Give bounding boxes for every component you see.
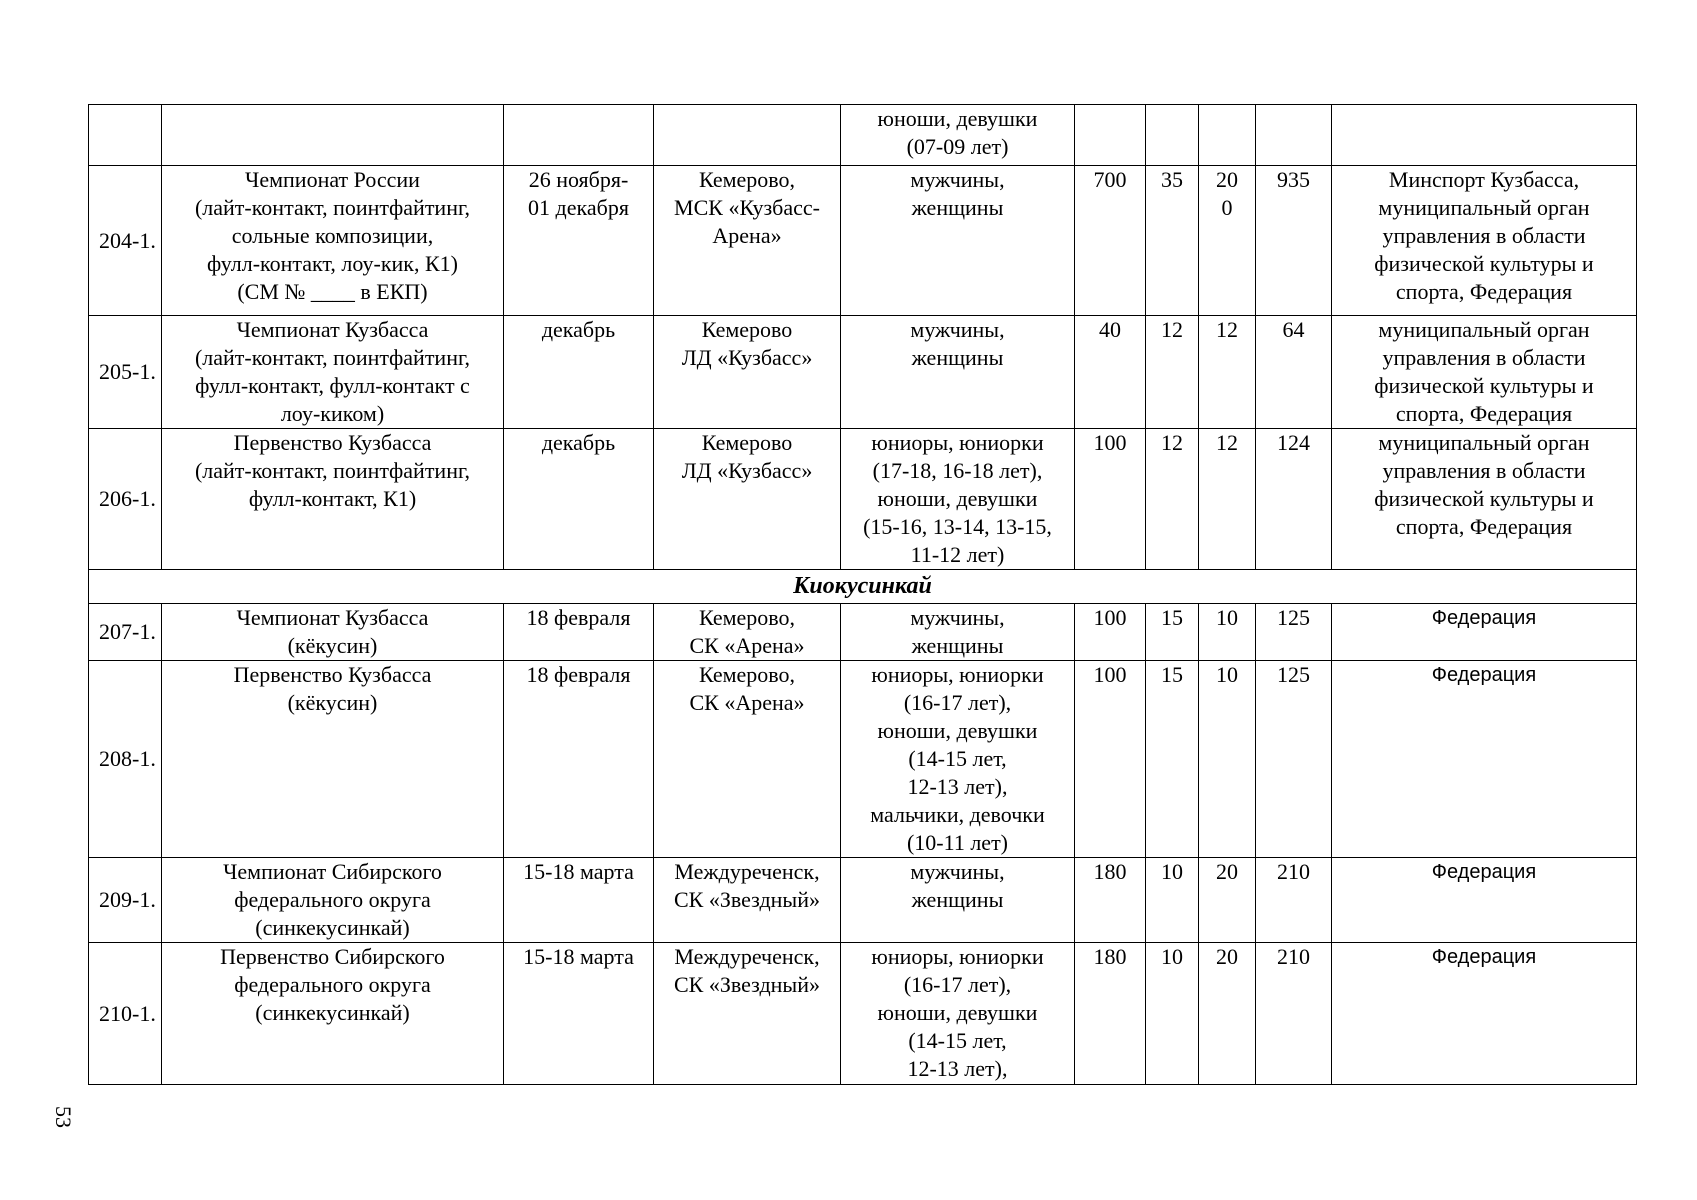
cell-text-line: (17-18, 16-18 лет),: [872, 458, 1043, 483]
event-name-cell: [162, 316, 504, 429]
table-row: [89, 604, 1637, 661]
organizer-cell: [1332, 316, 1637, 429]
count-total-cell: [1256, 166, 1332, 316]
event-name-cell: [162, 604, 504, 661]
cell-text-line: (лайт-контакт, поинтфайтинг,: [194, 458, 471, 483]
cell-text-line: ЛД «Кузбасс»: [681, 458, 813, 483]
cell-text-line: юниоры, юниорки: [871, 430, 1044, 455]
cell-text: 180: [1093, 859, 1127, 884]
cell-text-line: женщины: [911, 345, 1004, 370]
cell-text-line: 10: [1216, 605, 1238, 630]
organizer-cell: [1332, 661, 1637, 858]
cell-text-line: 12: [1216, 430, 1238, 455]
cell-text-line: муниципальный орган: [1378, 317, 1590, 342]
cell-text-line: женщины: [911, 195, 1004, 220]
cell-text: 15: [1161, 662, 1183, 687]
section-row: [89, 570, 1637, 604]
count-cell-2: [1146, 943, 1199, 1085]
count-total-cell: [1256, 105, 1332, 166]
events-table: [88, 104, 1637, 1085]
cell-text-line: муниципальный орган: [1378, 430, 1590, 455]
cell-text: 40: [1099, 317, 1121, 342]
cell-text-line: Первенство Кузбасса: [233, 662, 432, 687]
cell-text-line: (16-17 лет),: [903, 972, 1012, 997]
cell-text: 100: [1093, 430, 1127, 455]
participants-cell: [841, 661, 1075, 858]
count-cell-1: [1075, 858, 1146, 943]
cell-text-line: спорта, Федерация: [1395, 279, 1573, 304]
cell-text-line: Федерация: [1431, 664, 1537, 686]
cell-text: 12: [1161, 317, 1183, 342]
cell-text-line: СК «Звездный»: [674, 887, 820, 912]
section-heading: Киокусинкай: [89, 570, 1637, 604]
cell-text: 204-1.: [99, 227, 156, 253]
row-number-cell: [89, 316, 162, 429]
cell-text-line: 18 февраля: [526, 605, 631, 630]
cell-text-line: (16-17 лет),: [903, 690, 1012, 715]
cell-text-line: (лайт-контакт, поинтфайтинг,: [194, 345, 471, 370]
count-cell-2: [1146, 105, 1199, 166]
cell-text-line: Междуреченск,: [674, 944, 820, 969]
cell-text: 15: [1161, 605, 1183, 630]
cell-text-line: (14-15 лет,: [908, 746, 1007, 771]
participants-cell: [841, 943, 1075, 1085]
location-cell: [654, 943, 841, 1085]
count-cell-2: [1146, 858, 1199, 943]
row-number-cell: [89, 105, 162, 166]
cell-text-line: Арена»: [712, 223, 782, 248]
count-total-cell: [1256, 943, 1332, 1085]
cell-text: 208-1.: [99, 746, 156, 771]
cell-text: 10: [1161, 944, 1183, 969]
cell-text: 125: [1277, 662, 1310, 687]
count-cell-3: [1199, 105, 1256, 166]
cell-text: 35: [1161, 167, 1183, 192]
cell-text-line: юноши, девушки: [877, 106, 1038, 131]
cell-text-line: муниципальный орган: [1378, 195, 1590, 220]
cell-text-line: Федерация: [1431, 607, 1537, 629]
count-cell-1: [1075, 943, 1146, 1085]
cell-text-line: Первенство Кузбасса: [233, 430, 432, 455]
cell-text-line: 20: [1216, 167, 1238, 192]
count-total-cell: [1256, 604, 1332, 661]
count-cell-3: [1199, 316, 1256, 429]
location-cell: [654, 661, 841, 858]
cell-text-line: управления в области: [1382, 345, 1586, 370]
cell-text-line: федерального округа: [234, 972, 431, 997]
cell-text-line: мужчины,: [910, 167, 1005, 192]
cell-text-line: (синкекусинкай): [255, 915, 410, 940]
count-cell-1: [1075, 661, 1146, 858]
location-cell: [654, 858, 841, 943]
cell-text-line: мужчины,: [910, 859, 1005, 884]
cell-text-line: Чемпионат Сибирского: [223, 859, 442, 884]
row-number-cell: [89, 858, 162, 943]
row-number-cell: [89, 604, 162, 661]
cell-text: 210-1.: [99, 1000, 156, 1026]
row-number-cell: [89, 661, 162, 858]
cell-text-line: СК «Арена»: [689, 633, 805, 658]
cell-text-line: юниоры, юниорки: [871, 662, 1044, 687]
cell-text-line: декабрь: [541, 430, 616, 455]
cell-text-line: юноши, девушки: [877, 486, 1038, 511]
participants-cell: [841, 858, 1075, 943]
count-cell-3: [1199, 604, 1256, 661]
cell-text-line: фулл-контакт, К1): [248, 486, 417, 511]
cell-text-line: юноши, девушки: [877, 1000, 1038, 1025]
count-total-cell: [1256, 858, 1332, 943]
cell-text-line: Кемерово,: [698, 662, 796, 687]
cell-text-line: ЛД «Кузбасс»: [681, 345, 813, 370]
event-name-cell: [162, 429, 504, 570]
cell-text-line: Минспорт Кузбасса,: [1388, 167, 1580, 192]
cell-text-line: Междуреченск,: [674, 859, 820, 884]
cell-text: 12: [1161, 430, 1183, 455]
cell-text-line: фулл-контакт, фулл-контакт с: [195, 373, 470, 398]
cell-text-line: 12-13 лет),: [907, 774, 1008, 799]
cell-text-line: Первенство Сибирского: [220, 944, 445, 969]
date-cell: [504, 604, 654, 661]
cell-text-line: Чемпионат России: [245, 167, 420, 192]
location-cell: [654, 316, 841, 429]
cell-text-line: (14-15 лет,: [908, 1028, 1007, 1053]
date-cell: [504, 943, 654, 1085]
count-cell-2: [1146, 166, 1199, 316]
cell-text: 210: [1277, 944, 1310, 969]
event-name-cell: [162, 943, 504, 1085]
cell-text-line: физической культуры и: [1374, 373, 1594, 398]
cell-text-line: (кёкусин): [287, 690, 378, 715]
cell-text-line: 20: [1216, 944, 1238, 969]
participants-cell: [841, 604, 1075, 661]
cell-text-line: физической культуры и: [1374, 486, 1594, 511]
cell-text-line: мужчины,: [910, 605, 1005, 630]
organizer-cell: [1332, 858, 1637, 943]
cell-text: 10: [1161, 859, 1183, 884]
count-total-cell: [1256, 661, 1332, 858]
count-cell-3: [1199, 429, 1256, 570]
cell-text-line: физической культуры и: [1374, 251, 1594, 276]
cell-text: 207-1.: [99, 619, 156, 644]
count-cell-2: [1146, 661, 1199, 858]
cell-text: 210: [1277, 859, 1310, 884]
cell-text-line: декабрь: [541, 317, 616, 342]
cell-text-line: юноши, девушки: [877, 718, 1038, 743]
date-cell: [504, 166, 654, 316]
cell-text-line: (кёкусин): [287, 633, 378, 658]
cell-text: 125: [1277, 605, 1310, 630]
cell-text-line: мужчины,: [910, 317, 1005, 342]
date-cell: [504, 661, 654, 858]
cell-text-line: Кемерово,: [698, 167, 796, 192]
cell-text-line: 15-18 марта: [523, 944, 634, 969]
cell-text-line: 15-18 марта: [523, 859, 634, 884]
cell-text-line: МСК «Кузбасс-: [674, 195, 820, 220]
row-number-cell: [89, 166, 162, 316]
cell-text-line: женщины: [911, 887, 1004, 912]
location-cell: [654, 105, 841, 166]
date-cell: [504, 858, 654, 943]
count-cell-2: [1146, 429, 1199, 570]
cell-text-line: управления в области: [1382, 223, 1586, 248]
cell-text: 209-1.: [99, 887, 156, 912]
cell-text-line: 11-12 лет): [910, 542, 1005, 567]
cell-text-line: спорта, Федерация: [1395, 401, 1573, 426]
cell-text-line: 12: [1216, 317, 1238, 342]
organizer-cell: [1332, 429, 1637, 570]
cell-text-line: (лайт-контакт, поинтфайтинг,: [194, 195, 471, 220]
cell-text-line: управления в области: [1382, 458, 1586, 483]
cell-text: 124: [1277, 430, 1310, 455]
cell-text-line: (СМ № ____ в ЕКП): [237, 279, 428, 304]
cell-text-line: (07-09 лет): [906, 134, 1009, 159]
cell-text-line: 10: [1216, 662, 1238, 687]
cell-text-line: Федерация: [1431, 946, 1537, 968]
table-row: [89, 858, 1637, 943]
participants-cell: [841, 166, 1075, 316]
event-name-cell: [162, 661, 504, 858]
row-number-cell: [89, 429, 162, 570]
location-cell: [654, 166, 841, 316]
cell-text-line: 26 ноября-: [528, 167, 629, 192]
cell-text: 205-1.: [99, 359, 156, 384]
cell-text-line: федерального округа: [234, 887, 431, 912]
cell-text: 100: [1093, 605, 1127, 630]
count-cell-1: [1075, 105, 1146, 166]
count-cell-1: [1075, 604, 1146, 661]
cell-text-line: (синкекусинкай): [255, 1000, 410, 1025]
cell-text-line: спорта, Федерация: [1395, 514, 1573, 539]
count-cell-3: [1199, 858, 1256, 943]
page-number: 53: [51, 1106, 76, 1128]
cell-text-line: сольные композиции,: [231, 223, 434, 248]
table-row: [89, 166, 1637, 316]
cell-text-line: мальчики, девочки: [870, 802, 1045, 827]
table-row: [89, 661, 1637, 858]
cell-text-line: Кемерово: [701, 430, 793, 455]
cell-text-line: юниоры, юниорки: [871, 944, 1044, 969]
cell-text-line: 0: [1221, 195, 1233, 220]
cell-text-line: Кемерово: [701, 317, 793, 342]
table-row: [89, 316, 1637, 429]
count-cell-3: [1199, 661, 1256, 858]
cell-text: 100: [1093, 662, 1127, 687]
cell-text-line: 12-13 лет),: [907, 1056, 1008, 1081]
cell-text: 700: [1093, 167, 1127, 192]
cell-text: 180: [1093, 944, 1127, 969]
count-cell-1: [1075, 166, 1146, 316]
cell-text-line: Кемерово,: [698, 605, 796, 630]
count-cell-2: [1146, 316, 1199, 429]
event-name-cell: [162, 166, 504, 316]
participants-cell: [841, 105, 1075, 166]
count-total-cell: [1256, 429, 1332, 570]
location-cell: [654, 604, 841, 661]
table-row: [89, 105, 1637, 166]
cell-text-line: СК «Арена»: [689, 690, 805, 715]
cell-text: 64: [1282, 317, 1305, 342]
event-name-cell: [162, 105, 504, 166]
organizer-cell: [1332, 943, 1637, 1085]
count-cell-3: [1199, 166, 1256, 316]
location-cell: [654, 429, 841, 570]
cell-text-line: Чемпионат Кузбасса: [236, 605, 429, 630]
count-cell-3: [1199, 943, 1256, 1085]
row-number-cell: [89, 943, 162, 1085]
cell-text: 935: [1277, 167, 1310, 192]
cell-text: 206-1.: [99, 486, 156, 511]
date-cell: [504, 105, 654, 166]
event-name-cell: [162, 858, 504, 943]
table-row: [89, 943, 1637, 1085]
count-cell-2: [1146, 604, 1199, 661]
cell-text-line: лоу-киком): [280, 401, 385, 426]
organizer-cell: [1332, 166, 1637, 316]
cell-text-line: (10-11 лет): [906, 830, 1009, 855]
cell-text-line: женщины: [911, 633, 1004, 658]
organizer-cell: [1332, 105, 1637, 166]
table-row: [89, 429, 1637, 570]
date-cell: [504, 429, 654, 570]
organizer-cell: [1332, 604, 1637, 661]
count-cell-1: [1075, 316, 1146, 429]
participants-cell: [841, 429, 1075, 570]
cell-text-line: (15-16, 13-14, 13-15,: [863, 514, 1052, 539]
cell-text-line: фулл-контакт, лоу-кик, К1): [207, 251, 458, 276]
cell-text-line: СК «Звездный»: [674, 972, 820, 997]
cell-text-line: Федерация: [1431, 861, 1537, 883]
count-cell-1: [1075, 429, 1146, 570]
count-total-cell: [1256, 316, 1332, 429]
cell-text-line: Чемпионат Кузбасса: [236, 317, 429, 342]
participants-cell: [841, 316, 1075, 429]
cell-text-line: 01 декабря: [528, 195, 629, 220]
cell-text-line: 18 февраля: [526, 662, 631, 687]
cell-text-line: 20: [1216, 859, 1238, 884]
date-cell: [504, 316, 654, 429]
